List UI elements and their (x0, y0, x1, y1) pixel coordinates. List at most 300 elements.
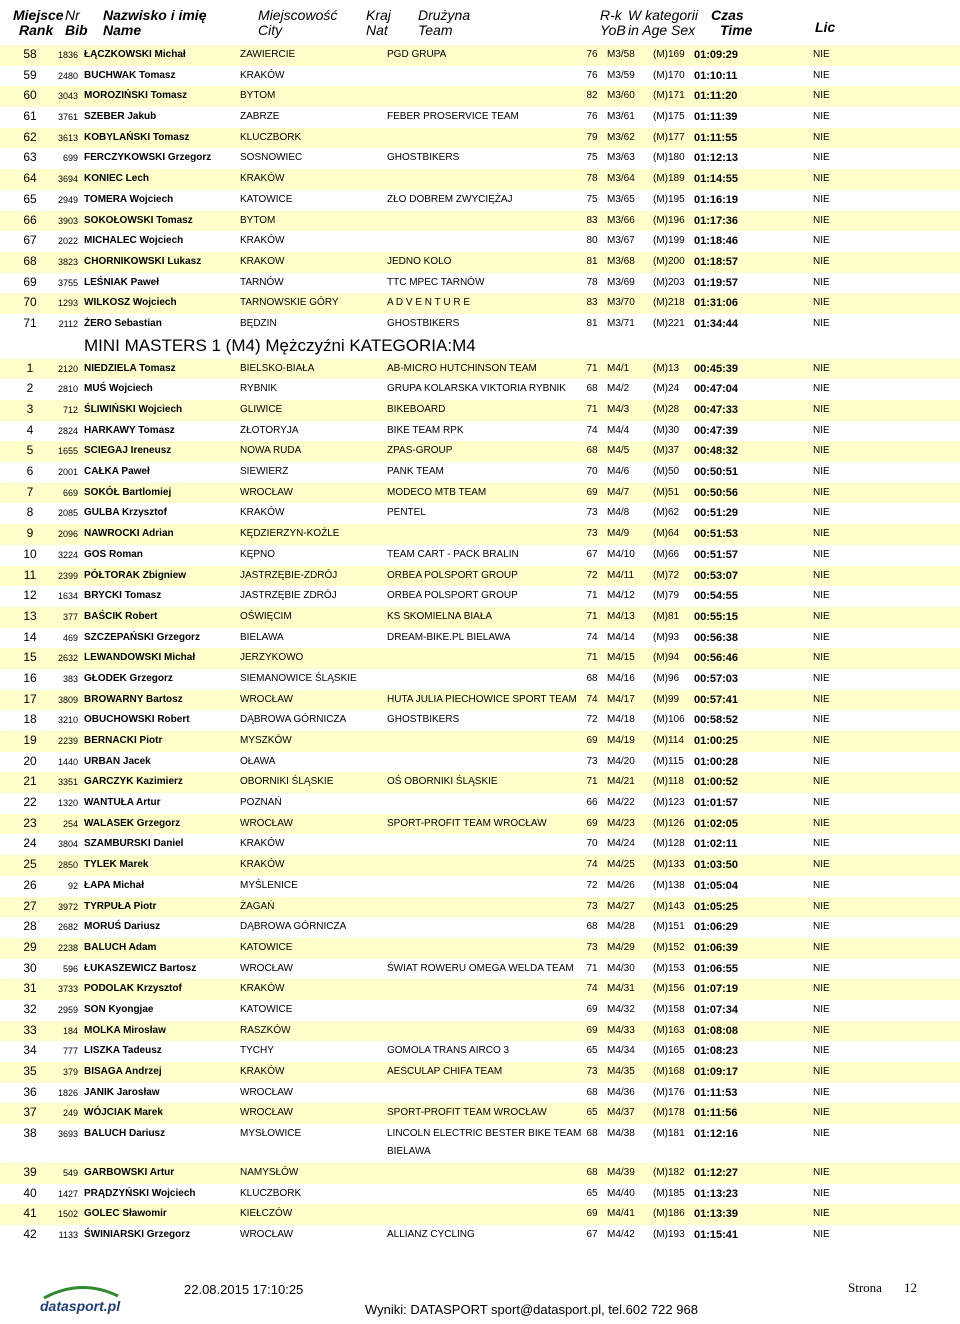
cell-cat: M4/15 (607, 652, 635, 664)
cell-rank: 68 (23, 253, 37, 268)
cell-yob: 71 (586, 652, 598, 664)
cell-time: 01:08:08 (694, 1024, 739, 1037)
cell-rank: 31 (23, 981, 37, 996)
cell-rank: 35 (23, 1064, 37, 1078)
cell-cat: M4/11 (607, 569, 635, 581)
cell-bib: 2022 (57, 236, 78, 247)
page-footer (0, 1276, 960, 1324)
cell-time: 01:06:39 (694, 941, 739, 954)
cell-rank: 6 (26, 464, 34, 479)
table-row (0, 979, 960, 1000)
cell-time: 00:54:55 (694, 590, 739, 603)
cell-city: OBORNIKI ŚLĄSKIE (240, 776, 334, 788)
cell-bib: 2480 (57, 70, 78, 81)
cell-rank: 23 (23, 815, 37, 830)
cell-time: 00:58:52 (694, 714, 739, 727)
cell-bib: 596 (62, 963, 78, 974)
cell-bib: 2850 (57, 860, 78, 871)
cell-name: MOROZIŃSKI Tomasz (84, 90, 188, 102)
cell-time: 01:07:34 (694, 1003, 739, 1016)
cell-name: FERCZYKOWSKI Grzegorz (84, 152, 212, 164)
cell-time: 01:02:11 (694, 838, 738, 851)
cell-lic: NIE (813, 49, 830, 60)
cell-name: PRĄDZYŃSKI Wojciech (84, 1187, 196, 1199)
cell-yob: 75 (586, 152, 598, 164)
cell-bib: 3823 (57, 256, 78, 267)
cell-yob: 73 (586, 1066, 598, 1077)
cell-city: KRAKÓW (240, 173, 285, 185)
header-team-pl: Drużyna (418, 7, 471, 23)
cell-city: OŚWIĘCIM (240, 610, 292, 622)
cell-rank: 34 (23, 1043, 37, 1058)
cell-bib: 549 (62, 1168, 78, 1179)
cell-name: BALUCH Dariusz (84, 1128, 166, 1140)
cell-city: WROCŁAW (240, 962, 293, 974)
cell-team: TEAM CART - PACK BRALIN (387, 548, 519, 560)
cell-cat: M4/7 (607, 486, 630, 498)
cell-time: 01:05:25 (694, 900, 739, 913)
cell-lic: NIE (813, 1066, 830, 1077)
cell-bib: 3804 (57, 839, 78, 850)
cell-rank: 71 (23, 315, 37, 330)
cell-inage: (M)143 (653, 900, 685, 912)
cell-rank: 7 (26, 484, 34, 499)
cell-time: 01:12:13 (694, 152, 739, 165)
cell-rank: 59 (23, 67, 37, 82)
cell-lic: NIE (813, 1086, 830, 1098)
cell-city: GLIWICE (240, 404, 283, 415)
cell-bib: 383 (62, 673, 78, 684)
cell-bib: 3210 (57, 715, 78, 726)
cell-lic: NIE (813, 859, 830, 871)
cell-city: ŻAGAŃ (240, 900, 275, 912)
cell-time: 01:31:06 (694, 297, 739, 310)
cell-rank: 65 (23, 191, 37, 206)
table-row (0, 710, 960, 731)
cell-inage: (M)123 (653, 797, 685, 809)
cell-yob: 67 (586, 1229, 598, 1241)
cell-team: ZPAS-GROUP (387, 445, 453, 457)
cell-inage: (M)128 (653, 838, 685, 850)
cell-bib: 469 (62, 632, 78, 643)
cell-lic: NIE (813, 528, 830, 540)
cell-time: 00:50:56 (694, 486, 739, 499)
cell-inage: (M)51 (653, 486, 680, 498)
cell-lic: NIE (813, 838, 830, 850)
cell-lic: NIE (813, 983, 830, 995)
cell-inage: (M)199 (653, 235, 685, 247)
cell-lic: NIE (813, 1107, 830, 1119)
table-row (0, 959, 960, 980)
cell-rank: 26 (23, 877, 37, 892)
cell-rank: 19 (23, 733, 37, 747)
cell-yob: 72 (586, 714, 598, 726)
cell-rank: 13 (23, 608, 37, 623)
table-row (0, 1062, 960, 1083)
cell-name: CHORNIKOWSKI Lukasz (84, 255, 202, 267)
cell-name: SON Kyongjae (84, 1003, 154, 1015)
header-time-en: Time (720, 22, 753, 38)
cell-team: JEDNO KOLO (387, 255, 452, 267)
cell-yob: 71 (586, 362, 598, 374)
cell-yob: 79 (586, 131, 598, 143)
cell-city: BYTOM (240, 214, 276, 226)
cell-bib: 1836 (57, 50, 78, 60)
cell-name: PÓŁTORAK Zbigniew (84, 569, 187, 581)
cell-rank: 37 (23, 1105, 37, 1120)
cell-bib: 2238 (57, 942, 78, 953)
cell-team: ZŁO DOBREM ZWYCIĘŻAJ (387, 193, 513, 205)
cell-yob: 78 (586, 173, 598, 185)
cell-yob: 69 (586, 735, 598, 746)
cell-yob: 66 (586, 797, 598, 809)
table-row (0, 293, 960, 314)
cell-lic: NIE (813, 1167, 830, 1179)
cell-bib: 184 (62, 1025, 78, 1036)
cell-city: KRAKÓW (240, 859, 285, 871)
cell-inage: (M)196 (653, 214, 685, 226)
cell-bib: 1293 (57, 298, 78, 309)
cell-name: KONIEC Lech (84, 173, 150, 185)
cell-team: PENTEL (387, 507, 426, 519)
cell-name: TYLEK Marek (84, 859, 149, 871)
cell-time: 01:02:05 (694, 817, 739, 830)
cell-bib: 3761 (57, 112, 78, 123)
cell-bib: 3809 (57, 694, 78, 705)
cell-city: KRAKÓW (240, 838, 285, 850)
cell-inage: (M)193 (653, 1229, 685, 1241)
cell-cat: M4/18 (607, 714, 635, 726)
cell-time: 01:06:55 (694, 962, 739, 975)
cell-cat: M4/35 (607, 1066, 635, 1077)
table-row (0, 834, 960, 855)
cell-rank: 27 (23, 898, 37, 913)
cell-time: 00:48:32 (694, 445, 739, 458)
cell-cat: M4/33 (607, 1024, 635, 1036)
cell-bib: 379 (62, 1067, 78, 1077)
cell-time: 00:51:57 (694, 548, 739, 561)
table-row (0, 1083, 960, 1104)
cell-time: 01:00:52 (694, 776, 739, 789)
cell-yob: 80 (586, 235, 598, 247)
cell-yob: 81 (586, 255, 598, 267)
cell-lic: NIE (813, 548, 830, 560)
cell-lic: NIE (813, 255, 830, 267)
cell-inage: (M)169 (653, 49, 685, 60)
cell-inage: (M)178 (653, 1107, 685, 1119)
header-yob-pl: R-k (600, 7, 622, 23)
cell-city: KĘPNO (240, 548, 276, 560)
cell-rank: 61 (23, 109, 37, 124)
cell-name: WALASEK Grzegorz (84, 817, 181, 829)
cell-time: 00:55:15 (694, 610, 739, 623)
cell-city: KRAKÓW (240, 983, 285, 995)
cell-city: MYSŁOWICE (240, 1128, 302, 1140)
cell-rank: 21 (23, 774, 37, 789)
cell-cat: M3/59 (607, 69, 635, 81)
cell-team: AESCULAP CHIFA TEAM (387, 1066, 503, 1077)
cell-city: KATOWICE (240, 193, 293, 205)
cell-inage: (M)203 (653, 276, 685, 288)
header-lic: Lic (815, 19, 836, 35)
cell-cat: M4/23 (607, 817, 635, 829)
cell-bib: 254 (62, 818, 78, 829)
table-row (0, 648, 960, 669)
cell-name: MORUŚ Dariusz (84, 921, 161, 933)
cell-lic: NIE (813, 1024, 830, 1036)
cell-inage: (M)50 (653, 466, 680, 478)
cell-time: 01:18:46 (694, 235, 739, 248)
cell-bib: 3733 (57, 984, 78, 995)
logo-text: datasport.pl (40, 1298, 121, 1314)
cell-bib: 2632 (57, 653, 78, 664)
cell-rank: 3 (26, 402, 34, 416)
cell-name: GARBOWSKI Artur (84, 1167, 175, 1179)
cell-team: A D V E N T U R E (387, 297, 470, 309)
cell-inage: (M)138 (653, 879, 685, 891)
cell-bib: 2239 (57, 736, 78, 746)
cell-bib: 712 (62, 405, 78, 415)
cell-lic: NIE (813, 90, 830, 102)
cell-name: ŁAPA Michał (84, 879, 145, 891)
cell-city: SIEMANOWICE ŚLĄSKIE (240, 672, 357, 684)
cell-time: 01:12:16 (694, 1128, 739, 1141)
cell-lic: NIE (813, 631, 830, 643)
cell-name: MOLKA Mirosław (84, 1024, 166, 1036)
cell-time: 00:57:41 (694, 693, 739, 706)
cell-team: OŚ OBORNIKI ŚLĄSKIE (387, 776, 498, 788)
cell-yob: 74 (586, 983, 598, 995)
cell-bib: 777 (62, 1046, 78, 1057)
cell-name: MICHALEC Wojciech (84, 235, 184, 247)
cell-team: PANK TEAM (387, 466, 444, 478)
cell-cat: M4/39 (607, 1167, 635, 1179)
cell-inage: (M)195 (653, 193, 685, 205)
header-name-en: Name (103, 22, 142, 38)
cell-inage: (M)163 (653, 1024, 685, 1036)
cell-lic: NIE (813, 297, 830, 309)
cell-rank: 5 (26, 443, 34, 458)
cell-cat: M3/71 (607, 317, 635, 329)
cell-cat: M4/21 (607, 776, 635, 788)
cell-rank: 4 (26, 422, 34, 437)
cell-cat: M4/5 (607, 445, 630, 457)
header-bib-en: Bib (65, 22, 88, 38)
cell-time: 01:12:27 (694, 1167, 739, 1180)
cell-name: SZCZEPAŃSKI Grzegorz (84, 631, 200, 643)
cell-team: DREAM-BIKE.PL BIELAWA (387, 631, 511, 643)
cell-team: KS SKOMIELNA BIAŁA (387, 610, 493, 622)
cell-lic: NIE (813, 317, 830, 329)
header-city-en: City (258, 22, 283, 38)
cell-bib: 1655 (57, 446, 78, 457)
cell-name: OBUCHOWSKI Robert (84, 714, 190, 726)
cell-cat: M4/10 (607, 548, 635, 560)
header-city-pl: Miejscowość (258, 7, 338, 23)
cell-rank: 1 (26, 360, 34, 375)
cell-inage: (M)118 (653, 776, 684, 788)
cell-lic: NIE (813, 383, 830, 395)
cell-time: 01:11:39 (694, 111, 738, 124)
cell-bib: 1320 (57, 798, 78, 809)
cell-yob: 68 (586, 445, 598, 457)
cell-time: 00:45:39 (694, 362, 739, 375)
cell-yob: 65 (586, 1187, 598, 1199)
cell-inage: (M)186 (653, 1208, 685, 1220)
cell-time: 01:34:44 (694, 317, 739, 330)
cell-cat: M4/27 (607, 900, 635, 912)
cell-yob: 73 (586, 900, 598, 912)
cell-name: SZEBER Jakub (84, 111, 157, 123)
cell-yob: 68 (586, 1167, 598, 1179)
cell-lic: NIE (813, 1208, 830, 1220)
table-row (0, 128, 960, 149)
cell-time: 01:03:50 (694, 859, 739, 872)
cell-cat: M4/1 (607, 362, 630, 374)
cell-inage: (M)93 (653, 631, 680, 643)
header-yob-en: YoB (600, 22, 626, 38)
cell-cat: M3/60 (607, 90, 635, 102)
cell-inage: (M)175 (653, 111, 685, 123)
cell-yob: 71 (586, 776, 598, 788)
header-cat-pl: W kategorii (628, 7, 699, 23)
cell-cat: M4/13 (607, 610, 635, 622)
cell-time: 01:11:55 (694, 131, 738, 144)
table-row (0, 503, 960, 524)
cell-time: 01:14:55 (694, 173, 739, 186)
cell-yob: 73 (586, 528, 598, 540)
cell-lic: NIE (813, 672, 830, 684)
cell-city: KATOWICE (240, 1003, 293, 1015)
table-row (0, 897, 960, 918)
cell-team: GHOSTBIKERS (387, 317, 460, 329)
cell-rank: 32 (23, 1001, 37, 1016)
cell-bib: 669 (62, 487, 78, 498)
results-rows-m3 (0, 45, 960, 335)
cell-inage: (M)106 (653, 714, 685, 726)
cell-name: URBAN Jacek (84, 755, 151, 767)
cell-name: ŁUKASZEWICZ Bartosz (84, 962, 197, 974)
cell-city: KRAKÓW (240, 235, 285, 247)
cell-team: TTC MPEC TARNÓW (387, 276, 485, 288)
table-row (0, 938, 960, 959)
cell-rank: 22 (23, 795, 37, 810)
cell-name: NIEDZIELA Tomasz (84, 362, 176, 374)
cell-rank: 58 (23, 47, 37, 61)
cell-time: 00:51:29 (694, 507, 739, 520)
cell-name: BISAGA Andrzej (84, 1066, 162, 1077)
cell-city: WROCŁAW (240, 1107, 293, 1119)
cell-cat: M4/29 (607, 941, 635, 953)
cell-cat: M3/70 (607, 297, 635, 309)
cell-rank: 36 (23, 1084, 37, 1099)
cell-name: SCIEGAJ Ireneusz (84, 445, 172, 457)
cell-city: WROCŁAW (240, 1086, 293, 1098)
cell-yob: 83 (586, 297, 598, 309)
datasport-logo (38, 1284, 124, 1316)
cell-lic: NIE (813, 507, 830, 519)
cell-yob: 68 (586, 383, 598, 395)
cell-name: SZAMBURSKI Daniel (84, 838, 184, 850)
cell-yob: 74 (586, 859, 598, 871)
cell-bib: 1826 (57, 1087, 78, 1098)
cell-bib: 92 (67, 880, 78, 891)
cell-city: SIEWIERZ (240, 466, 289, 478)
cell-name: ŚLIWIŃSKI Wojciech (84, 404, 183, 415)
cell-rank: 25 (23, 857, 37, 872)
cell-cat: M3/69 (607, 276, 635, 288)
cell-city: MYSZKÓW (240, 735, 292, 746)
cell-bib: 2682 (57, 922, 78, 933)
cell-cat: M4/30 (607, 962, 635, 974)
cell-bib: 2112 (58, 318, 78, 329)
print-date: 22.08.2015 17:10:25 (184, 1282, 304, 1297)
cell-inage: (M)62 (653, 507, 680, 519)
table-row (0, 314, 960, 335)
table-row (0, 752, 960, 773)
header-nat-pl: Kraj (366, 7, 391, 23)
cell-rank: 20 (23, 753, 37, 768)
cell-name: GULBA Krzysztof (84, 507, 167, 519)
cell-inage: (M)126 (653, 817, 685, 829)
cell-time: 01:13:39 (694, 1208, 739, 1221)
cell-bib: 3613 (57, 132, 78, 143)
table-row (0, 421, 960, 442)
cell-lic: NIE (813, 693, 830, 705)
header-team-en: Team (418, 22, 453, 38)
cell-yob: 71 (586, 610, 598, 622)
cell-time: 00:57:03 (694, 672, 739, 685)
table-row (0, 211, 960, 232)
cell-time: 01:18:57 (694, 255, 739, 268)
cell-name: NAWROCKI Adrian (84, 528, 174, 540)
cell-yob: 67 (586, 548, 598, 560)
cell-rank: 9 (26, 526, 34, 541)
cell-cat: M4/8 (607, 507, 630, 519)
cell-lic: NIE (813, 962, 830, 974)
cell-time: 01:09:29 (694, 49, 739, 61)
cell-name: BRYCKI Tomasz (84, 590, 162, 602)
cell-city: BYTOM (240, 90, 276, 102)
cell-time: 01:13:23 (694, 1187, 739, 1200)
cell-cat: M4/41 (607, 1208, 635, 1220)
cell-rank: 62 (23, 129, 37, 144)
cell-name: BUCHWAK Tomasz (84, 69, 176, 81)
cell-lic: NIE (813, 1003, 830, 1015)
cell-bib: 2096 (57, 529, 78, 540)
header-cat-en: in Age (628, 22, 668, 38)
cell-lic: NIE (813, 1045, 830, 1057)
cell-inage: (M)37 (653, 445, 680, 457)
cell-team: FEBER PROSERVICE TEAM (387, 111, 519, 123)
cell-cat: M4/32 (607, 1003, 635, 1015)
cell-inage: (M)176 (653, 1086, 685, 1098)
cell-bib: 249 (62, 1108, 78, 1119)
cell-rank: 30 (23, 960, 37, 975)
cell-city: JERZYKOWO (240, 652, 304, 664)
cell-lic: NIE (813, 921, 830, 933)
cell-name: BALUCH Adam (84, 941, 157, 953)
cell-rank: 63 (23, 150, 37, 165)
cell-inage: (M)96 (653, 672, 680, 684)
cell-team: GHOSTBIKERS (387, 152, 460, 164)
cell-yob: 69 (586, 1003, 598, 1015)
cell-city: ZABRZE (240, 111, 280, 123)
cell-cat: M4/4 (607, 424, 630, 436)
cell-lic: NIE (813, 817, 830, 829)
cell-city: KRAKOW (240, 255, 285, 267)
cell-bib: 2120 (57, 363, 78, 374)
